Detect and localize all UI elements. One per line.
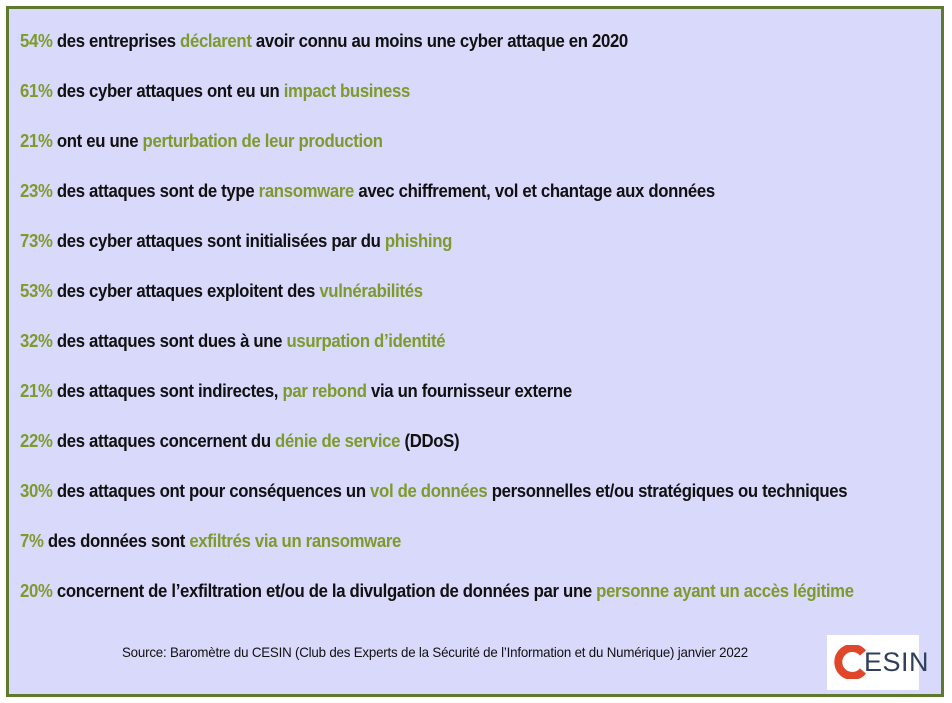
stat-highlight: 73%: [20, 231, 53, 251]
stat-line: [20, 277, 873, 327]
stat-text: personnelles et/ou stratégiques ou techniques: [487, 481, 848, 501]
stat-line: [20, 27, 873, 77]
stat-line: [20, 577, 873, 627]
stat-text: des entreprises: [52, 31, 181, 51]
cesin-c-arc: [838, 648, 863, 676]
stat-text: des attaques sont dues à une: [52, 331, 287, 351]
stat-highlight: exfiltrés via un ransomware: [189, 531, 402, 551]
stat-line: [20, 477, 873, 527]
stat-line: [20, 77, 873, 127]
stat-line: [20, 377, 873, 427]
stat-text: des données sont: [43, 531, 190, 551]
stat-line: [20, 527, 873, 577]
stat-highlight: 20%: [20, 581, 53, 601]
stat-highlight: personne ayant un accès légitime: [596, 581, 854, 601]
stats-list: [20, 27, 937, 627]
stat-highlight: déclarent: [180, 31, 252, 51]
stat-highlight: vol de données: [370, 481, 488, 501]
stat-line: [20, 427, 873, 477]
stat-text: des attaques sont indirectes,: [52, 381, 283, 401]
stat-highlight: 21%: [20, 381, 53, 401]
source-citation: Source: Baromètre du CESIN (Club des Experts de la Sécurité de l’Information et du Numérique) janvier 2022: [122, 644, 748, 660]
stat-highlight: usurpation d’identité: [286, 331, 446, 351]
stat-highlight: perturbation de leur production: [142, 131, 383, 151]
stat-highlight: 54%: [20, 31, 53, 51]
stat-highlight: 22%: [20, 431, 53, 451]
stat-highlight: 23%: [20, 181, 53, 201]
stat-text: avoir connu au moins une cyber attaque en 2020: [251, 31, 628, 51]
stat-highlight: 30%: [20, 481, 53, 501]
stat-text: des attaques ont pour conséquences un: [52, 481, 371, 501]
stat-highlight: impact business: [283, 81, 411, 101]
stat-text: (DDoS): [400, 431, 460, 451]
stat-highlight: 7%: [20, 531, 44, 551]
stat-text: des cyber attaques ont eu un: [52, 81, 284, 101]
stat-line: [20, 227, 873, 277]
stat-highlight: 21%: [20, 131, 53, 151]
stat-highlight: dénie de service: [275, 431, 401, 451]
stat-highlight: 32%: [20, 331, 53, 351]
cesin-logo: [827, 635, 930, 690]
stat-text: des cyber attaques exploitent des: [52, 281, 320, 301]
stat-text: des attaques concernent du: [52, 431, 276, 451]
stat-text: des cyber attaques sont initialisées par du: [52, 231, 385, 251]
stat-text: via un fournisseur externe: [366, 381, 572, 401]
stat-highlight: 61%: [20, 81, 53, 101]
stat-highlight: par rebond: [282, 381, 367, 401]
stat-highlight: 53%: [20, 281, 53, 301]
stat-highlight: ransomware: [258, 181, 355, 201]
stat-text: concernent de l’exfiltration et/ou de la divulgation de données par une: [52, 581, 597, 601]
stat-line: [20, 177, 873, 227]
stat-highlight: vulnérabilités: [319, 281, 423, 301]
cesin-logo-text: ESIN: [864, 647, 930, 677]
stat-text: des attaques sont de type: [52, 181, 259, 201]
cesin-c-icon: [834, 645, 868, 679]
stat-line: [20, 127, 873, 177]
stat-text: avec chiffrement, vol et chantage aux données: [354, 181, 715, 201]
stat-text: ont eu une: [52, 131, 143, 151]
stat-line: [20, 327, 873, 377]
stat-highlight: phishing: [384, 231, 453, 251]
stats-panel: [6, 6, 944, 697]
